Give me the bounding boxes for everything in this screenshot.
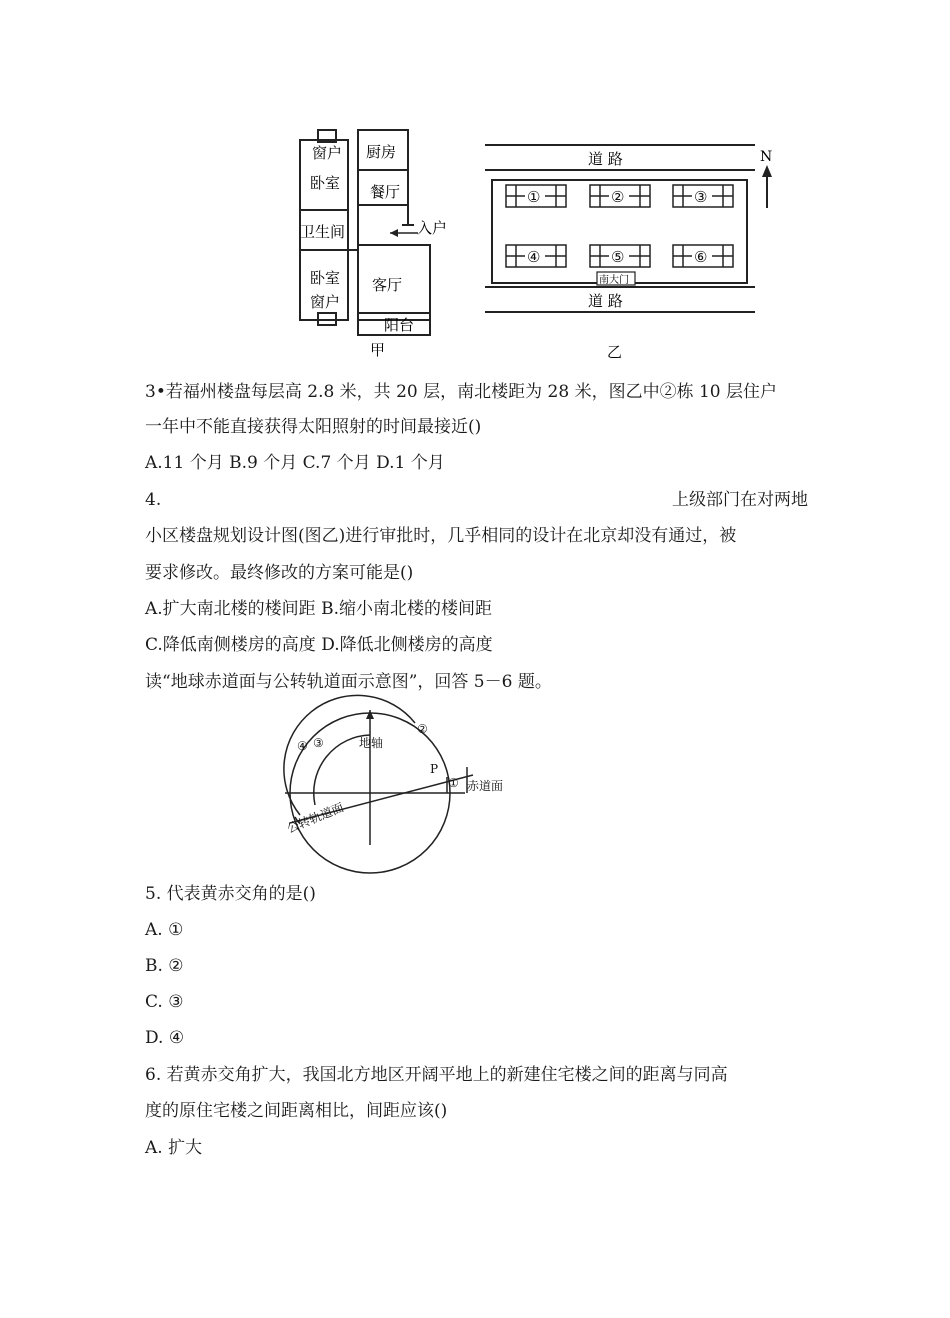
mark-3: ③	[313, 736, 324, 750]
room-balcony: 阳台	[384, 316, 415, 334]
q5-option-d: D. ④	[145, 1028, 185, 1048]
building-6: ⑥	[694, 248, 708, 266]
q4-number: 4.	[145, 490, 162, 510]
building-2: ②	[611, 188, 625, 206]
road-top-label: 道 路	[588, 150, 623, 168]
q5-option-a: A. ①	[145, 920, 184, 940]
q4-line3: 要求修改。最终修改的方案可能是()	[145, 563, 414, 583]
site-plan-figure	[480, 135, 790, 360]
room-kitchen: 厨房	[366, 143, 397, 161]
q6-option-a: A. 扩大	[145, 1138, 203, 1158]
q4-options-ab: A.扩大南北楼的楼间距 B.缩小南北楼的楼间距	[145, 599, 492, 619]
q3-options: A.11 个月 B.9 个月 C.7 个月 D.1 个月	[145, 453, 445, 473]
orbit-label: 公转轨道面	[284, 800, 346, 836]
intro-q5-6: 读“地球赤道面与公转轨道面示意图”，回答 5－6 题。	[145, 672, 552, 692]
q4-line2: 小区楼盘规划设计图(图乙)进行审批时，几乎相同的设计在北京却没有通过，被	[145, 526, 737, 546]
caption-jia: 甲	[370, 341, 386, 359]
q5-option-c: C. ③	[145, 992, 184, 1012]
q5-option-b: B. ②	[145, 956, 184, 976]
mark-4: ④	[297, 739, 308, 753]
north-label: N	[760, 149, 773, 165]
room-window-bottom: 窗户	[310, 293, 341, 311]
room-window-top: 窗户	[312, 144, 343, 162]
q5-stem: 5. 代表黄赤交角的是()	[145, 884, 316, 904]
mark-1: ①	[448, 776, 459, 790]
q3-line2: 一年中不能直接获得太阳照射的时间最接近()	[145, 417, 482, 437]
q6-line1: 6. 若黄赤交角扩大，我国北方地区开阔平地上的新建住宅楼之间的距离与同高	[145, 1065, 728, 1085]
q3-line1: 3•若福州楼盘每层高 2.8 米，共 20 层，南北楼距为 28 米，图乙中②栋 10 层住户	[145, 382, 778, 402]
mark-2: ②	[417, 722, 428, 736]
caption-yi: 乙	[607, 343, 623, 361]
axis-label: 地轴	[359, 736, 384, 750]
building-3: ③	[694, 188, 708, 206]
room-bathroom: 卫生间	[300, 223, 346, 241]
room-bedroom-top: 卧室	[310, 174, 341, 192]
road-bottom-label: 道 路	[588, 292, 623, 310]
floor-plan-figure	[290, 125, 448, 360]
room-dining: 餐厅	[370, 183, 401, 201]
q6-line2: 度的原住宅楼之间距离相比，间距应该()	[145, 1101, 448, 1121]
q4-options-cd: C.降低南侧楼房的高度 D.降低北侧楼房的高度	[145, 635, 493, 655]
point-p: P	[430, 762, 439, 776]
building-1: ①	[527, 188, 541, 206]
room-living: 客厅	[372, 276, 403, 294]
south-gate-label: 南大门	[599, 275, 629, 286]
building-4: ④	[527, 248, 541, 266]
label-entrance: 入户	[417, 219, 448, 237]
building-5: ⑤	[611, 248, 625, 266]
equator-label: 赤道面	[467, 779, 504, 793]
q4-line1-right: 上级部门在对两地	[672, 490, 808, 510]
room-bedroom-bottom: 卧室	[310, 269, 341, 287]
orbit-figure	[275, 705, 515, 845]
